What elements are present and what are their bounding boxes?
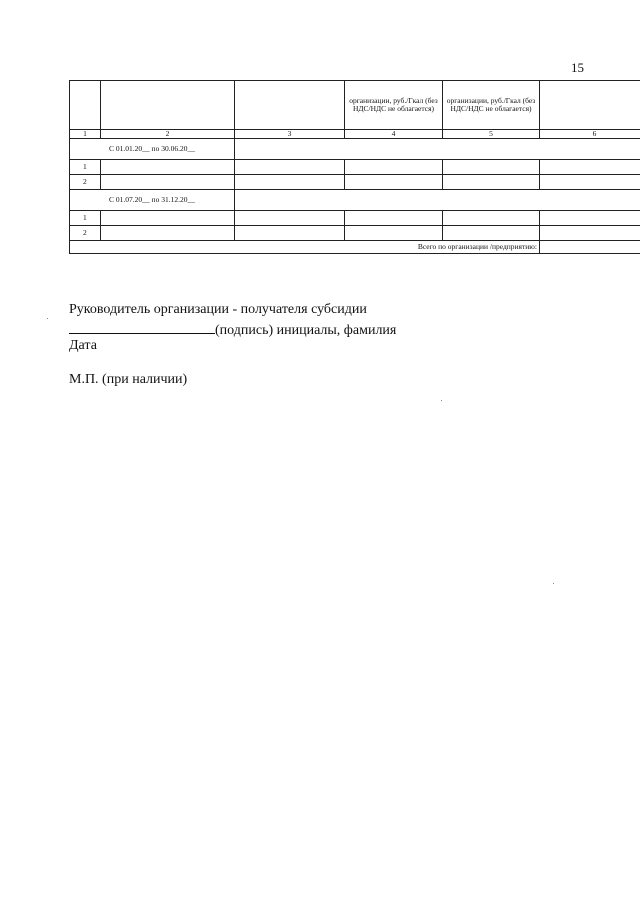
column-number: 6 (540, 130, 640, 139)
header-cell (235, 81, 345, 130)
table-cell (345, 175, 443, 190)
scan-speck (47, 318, 48, 319)
row-number: 1 (70, 211, 101, 226)
table-row (70, 175, 640, 190)
table-cell (443, 175, 540, 190)
table-header-row (70, 81, 640, 130)
table-row (70, 160, 640, 175)
table-cell (235, 226, 345, 241)
table-cell (101, 160, 235, 175)
table-cell (235, 175, 345, 190)
table-cell (345, 226, 443, 241)
row-number: 2 (70, 175, 101, 190)
scan-speck (553, 583, 554, 584)
head-of-organization-line: Руководитель организации - получателя субсидии (69, 302, 367, 317)
table-cell (443, 211, 540, 226)
total-label: Всего по организации /предприятию: (70, 241, 540, 254)
period-label: С 01.07.20__ по 31.12.20__ (70, 190, 235, 211)
table-cell (443, 160, 540, 175)
header-cell-tariff-col5: организации, руб./Гкал (без НДС/НДС не облагается) (443, 81, 540, 130)
column-number: 3 (235, 130, 345, 139)
header-cell-tariff-col4: организации, руб./Гкал (без НДС/НДС не облагается) (345, 81, 443, 130)
row-number: 1 (70, 160, 101, 175)
table-cell (443, 226, 540, 241)
table-row (70, 211, 640, 226)
header-cell (70, 81, 101, 130)
table-cell (235, 211, 345, 226)
total-row (70, 241, 640, 254)
table-cell (540, 160, 640, 175)
period-label: С 01.01.20__ по 30.06.20__ (70, 139, 235, 160)
period-fill-cell (235, 190, 640, 211)
table-cell (101, 175, 235, 190)
period-row (70, 190, 640, 211)
header-cell (101, 81, 235, 130)
table-cell (345, 160, 443, 175)
total-value-cell (540, 241, 640, 254)
period-row (70, 139, 640, 160)
column-number-row (70, 130, 640, 139)
table-cell (540, 226, 640, 241)
table-cell (101, 226, 235, 241)
signature-blank (69, 321, 215, 334)
date-label: Дата (69, 338, 97, 353)
table-cell (235, 160, 345, 175)
column-number: 4 (345, 130, 443, 139)
table-cell (540, 175, 640, 190)
page-number: 15 (571, 60, 584, 75)
signature-caption: (подпись) инициалы, фамилия (215, 323, 397, 338)
table-row (70, 226, 640, 241)
table-cell (540, 211, 640, 226)
header-cell (540, 81, 640, 130)
column-number: 5 (443, 130, 540, 139)
seal-label: М.П. (при наличии) (69, 372, 188, 387)
scan-speck (441, 400, 442, 401)
column-number: 2 (101, 130, 235, 139)
subsidy-table (69, 80, 640, 254)
table-cell (101, 211, 235, 226)
column-number: 1 (70, 130, 101, 139)
signature-line (69, 321, 396, 339)
period-fill-cell (235, 139, 640, 160)
row-number: 2 (70, 226, 101, 241)
table-cell (345, 211, 443, 226)
